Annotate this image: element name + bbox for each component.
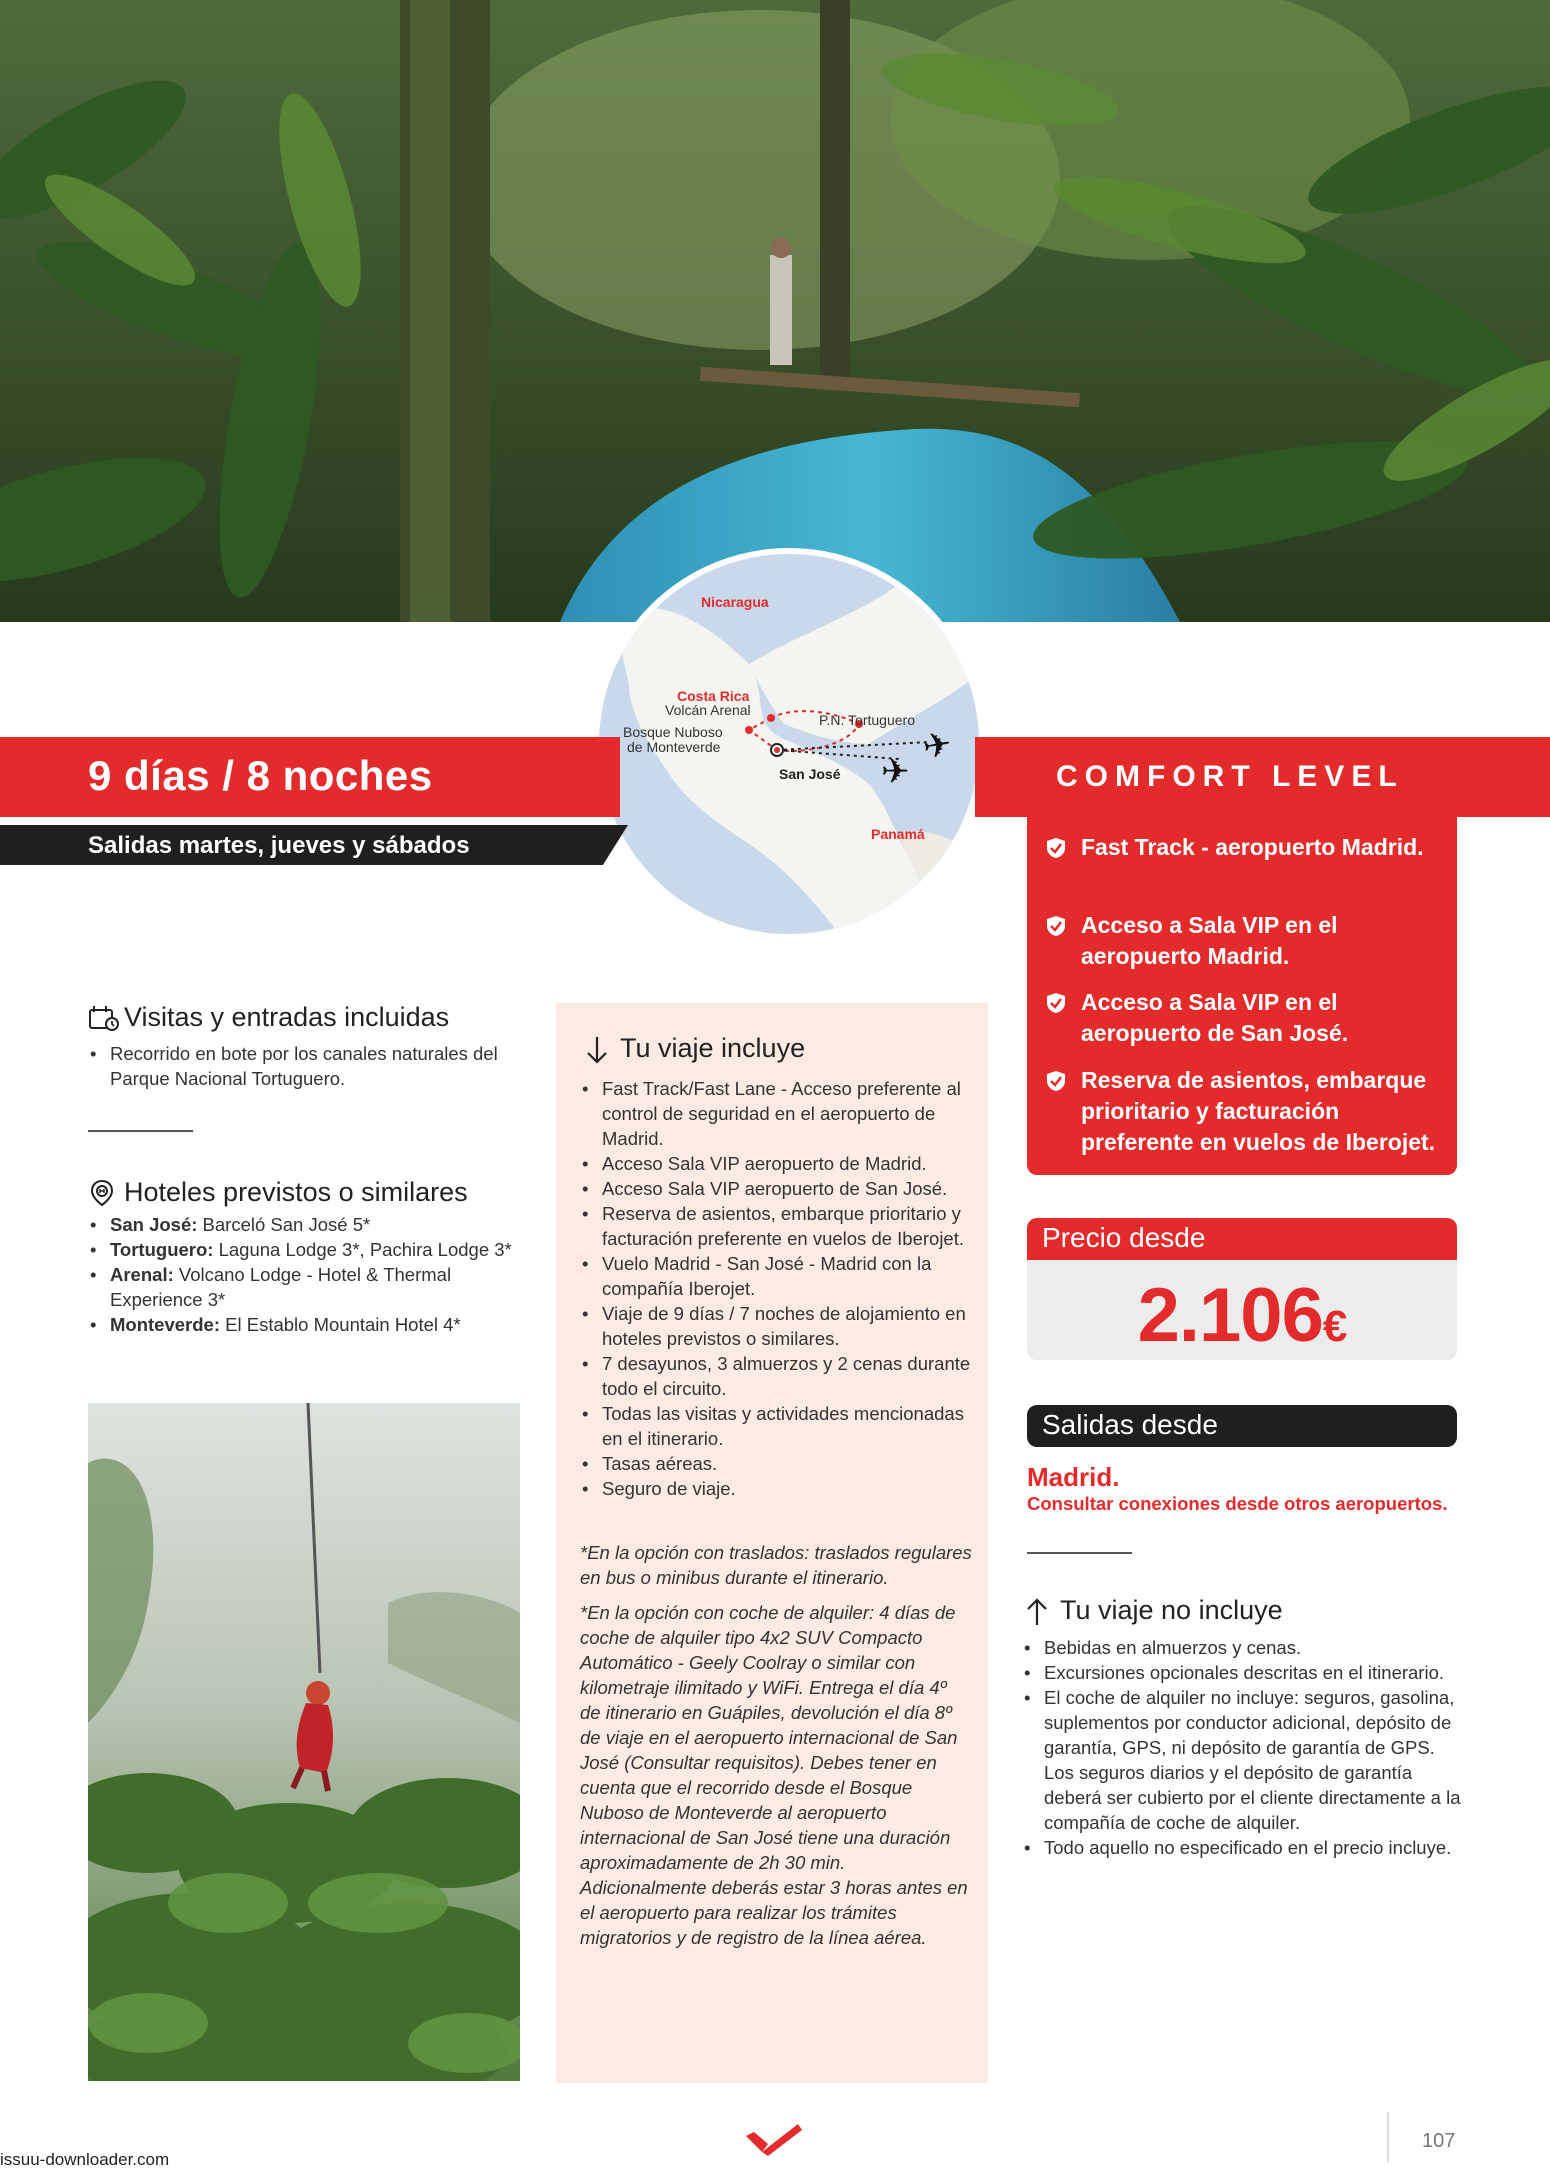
hoteles-list [88,1212,518,1337]
visitas-section [124,1002,449,1033]
comfort-item: Acceso a Sala VIP en el aeropuerto de San José. [1045,987,1445,1049]
departure-note: Consultar conexiones desde otros aeropuertos. [1027,1493,1448,1514]
shield-check-icon [1045,837,1067,859]
list-item: • Arenal: Volcano Lodge - Hotel & Thermal Experience 3* [88,1262,518,1312]
airplane-icon: ✈ [919,724,955,768]
visitas-list [88,1041,518,1091]
list-item: • Seguro de viaje. [580,1476,972,1501]
hoteles-title: Hoteles previstos o similares [124,1177,468,1207]
list-item: • 7 desayunos, 3 almuerzos y 2 cenas durante todo el circuito. [580,1351,972,1401]
divider [1027,1552,1132,1554]
departure-city: Madrid. [1027,1462,1120,1492]
map-label-tortuguero: P.N. Tortuguero [819,712,915,728]
map-label-panama: Panamá [871,826,925,842]
no-incluye-list [1022,1635,1462,1860]
divider [88,1130,193,1132]
salidas-label: Salidas desde [1042,1409,1218,1440]
list-item: • Todas las visitas y actividades mencionadas en el itinerario. [580,1401,972,1451]
list-item: • San José: Barceló San José 5* [88,1212,518,1237]
list-item: • Acceso Sala VIP aeropuerto de Madrid. [580,1151,972,1176]
footer-divider [1387,2112,1389,2162]
comfort-level-title: COMFORT LEVEL [1056,760,1404,793]
zipline-photo [88,1403,520,2081]
map-label-bosque-1: Bosque Nuboso [623,724,723,740]
arrow-down-icon [584,1035,610,1065]
incluye-section [620,1033,805,1064]
map-label-costa-rica: Costa Rica [677,688,750,704]
list-item: • Recorrido en bote por los canales naturales del Parque Nacional Tortuguero. [88,1041,518,1091]
shield-check-icon [1045,1070,1067,1092]
price-value: 2.106€ [1137,1273,1347,1358]
list-item: • Vuelo Madrid - San José - Madrid con la compañía Iberojet. [580,1251,972,1301]
list-item: • Bebidas en almuerzos y cenas. [1022,1635,1462,1660]
list-item: • Excursiones opcionales descritas en el itinerario. [1022,1660,1462,1685]
list-item: • Acceso Sala VIP aeropuerto de San José. [580,1176,972,1201]
ticket-icon [88,1004,120,1032]
list-item: • Monteverde: El Establo Mountain Hotel 4* [88,1312,518,1337]
incluye-title: Tu viaje incluye [620,1033,806,1063]
map-label-bosque-2: de Monteverde [627,739,721,755]
map-label-volcan-arenal: Volcán Arenal [665,702,751,718]
hoteles-section [124,1177,468,1208]
hero-jungle-photo [0,0,1550,622]
price-label: Precio desde [1042,1222,1206,1253]
list-item: • El coche de alquiler no incluye: seguros, gasolina, suplementos por conductor adicional, depósito de garantía, GPS, ni depósito de garantía de GPS. Los seguros diarios y el depósito de garantía deberá ser cubierto por el cliente directamente a la compañía de coche de alquiler. [1022,1685,1462,1835]
note-traslados: *En la opción con traslados: traslados regulares en bus o minibus durante el itinerario. [580,1542,972,1588]
note-coche-alquiler: *En la opción con coche de alquiler: 4 días de coche de alquiler tipo 4x2 SUV Compacto Automático - Geely Coolray o similar con kilometraje ilimitado y WiFi. Entrega el día 4º de itinerario en Guápiles, devolución el día 8º de viaje en el aeropuerto internacional de San José (Consultar requisitos). Debes tener en cuenta que el recorrido desde el Bosque Nuboso de Monteverde al aeropuerto internacional de San José tiene una duración aproximadamente de 2h 30 min. Adicionalmente deberás estar 3 horas antes en el aeropuerto para realizar los trámites migratorios y de registro de la línea aérea. [580,1602,968,1948]
map-label-san-jose: San José [779,766,841,782]
visitas-title: Visitas y entradas incluidas [124,1002,450,1032]
comfort-item: Acceso a Sala VIP en el aeropuerto Madrid. [1045,910,1445,972]
location-pin-icon [88,1179,116,1207]
page-number: 107 [1422,2130,1456,2152]
list-item: • Todo aquello no especificado en el precio incluye. [1022,1835,1462,1860]
incluye-list [580,1076,972,1501]
trip-duration: 9 días / 8 noches [88,752,433,799]
route-map [593,548,985,940]
list-item: • Fast Track/Fast Lane - Acceso preferente al control de seguridad en el aeropuerto de Madrid. [580,1076,972,1151]
list-item: • Tortuguero: Laguna Lodge 3*, Pachira Lodge 3* [88,1237,518,1262]
no-incluye-section [1060,1595,1283,1626]
shield-check-icon [1045,915,1067,937]
brand-logo-icon [742,2118,806,2163]
arrow-up-icon [1024,1597,1050,1627]
list-item: • Reserva de asientos, embarque prioritario y facturación preferente en vuelos de Iberojet. [580,1201,972,1251]
departure-days: Salidas martes, jueves y sábados [88,832,470,859]
source-url: issuu-downloader.com [0,2150,170,2169]
list-item: • Tasas aéreas. [580,1451,972,1476]
shield-check-icon [1045,992,1067,1014]
no-incluye-title: Tu viaje no incluye [1060,1595,1283,1625]
list-item: • Viaje de 9 días / 7 noches de alojamiento en hoteles previstos o similares. [580,1301,972,1351]
airplane-icon: ✈ [881,753,910,791]
map-label-nicaragua: Nicaragua [701,594,769,610]
comfort-item: Fast Track - aeropuerto Madrid. [1045,832,1445,863]
comfort-item: Reserva de asientos, embarque prioritario y facturación preferente en vuelos de Iberojet. [1045,1065,1445,1158]
